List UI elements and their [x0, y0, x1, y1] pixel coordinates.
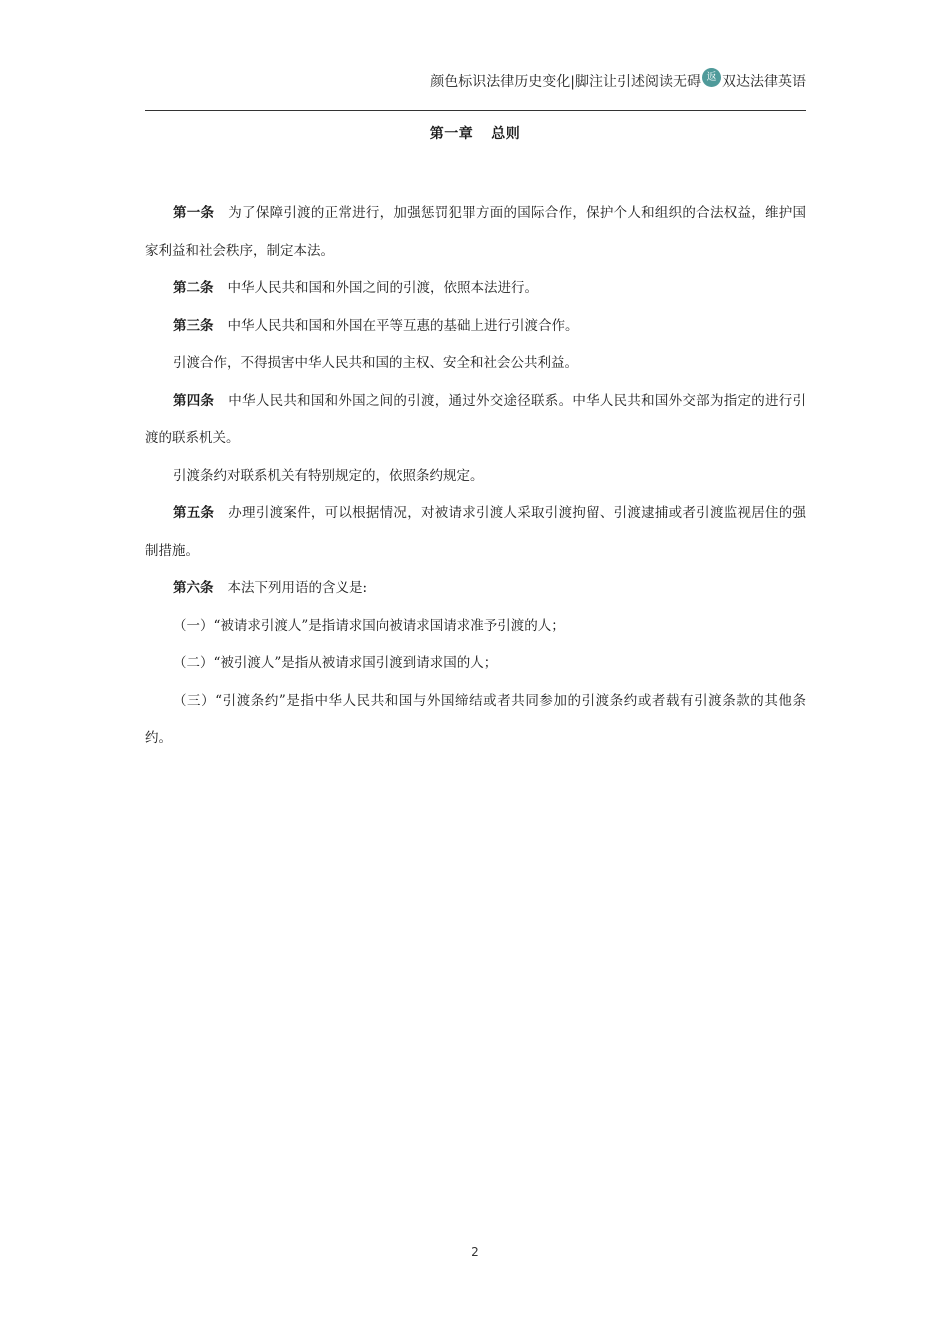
chapter-name: 总则: [491, 126, 521, 142]
article-label: 第一条: [173, 205, 215, 221]
article-1: [145, 195, 806, 270]
definition-item-1: （一）“被请求引渡人”是指请求国向被请求国请求准予引渡的人；: [173, 617, 565, 634]
page-header: [145, 66, 806, 111]
logo-seal: 返: [702, 68, 721, 87]
header-left-text: 颜色标识法律历史变化|脚注让引述阅读无碍: [430, 74, 701, 90]
article-4: [145, 383, 806, 458]
definition-item-3: （三）“引渡条约”是指中华人民共和国与外国缔结或者共同参加的引渡条约或者载有引渡条款的其他条约。: [145, 692, 806, 746]
definition-item-2: （二）“被引渡人”是指从被请求国引渡到请求国的人；: [173, 655, 498, 671]
article-label: 第二条: [173, 280, 214, 296]
article-text: 本法下列用语的含义是:: [227, 580, 368, 596]
article-label: 第六条: [173, 580, 214, 596]
chapter-title: [0, 124, 950, 144]
article-3-para-2: 引渡合作，不得损害中华人民共和国的主权、安全和社会公共利益。: [173, 355, 578, 371]
chapter-number: 第一章: [429, 126, 474, 142]
article-text: 中华人民共和国和外国之间的引渡，依照本法进行。: [227, 280, 538, 296]
article-label: 第五条: [173, 505, 215, 521]
article-label: 第四条: [173, 392, 215, 409]
article-6: [145, 570, 806, 608]
article-text: 为了保障引渡的正常进行，加强惩罚犯罪方面的国际合作，保护个人和组织的合法权益，维护国家利益和社会秩序，制定本法。: [145, 205, 807, 259]
document-body: [145, 195, 806, 758]
article-label: 第三条: [173, 317, 214, 334]
header-right-text: 双达法律英语: [722, 74, 806, 90]
header-text: [430, 72, 806, 92]
article-5: [145, 495, 806, 570]
article-text: 办理引渡案件，可以根据情况，对被请求引渡人采取引渡拘留、引渡逮捕或者引渡监视居住的强制措施。: [145, 505, 807, 559]
article-text: 中华人民共和国和外国在平等互惠的基础上进行引渡合作。: [227, 317, 579, 334]
article-2: [145, 270, 806, 308]
article-text: 中华人民共和国和外国之间的引渡，通过外交途径联系。中华人民共和国外交部为指定的进行引渡的联系机关。: [145, 392, 807, 446]
article-3: [145, 308, 806, 346]
article-4-para-2: 引渡条约对联系机关有特别规定的，依照条约规定。: [173, 467, 484, 484]
page-number: 2: [471, 1245, 479, 1259]
